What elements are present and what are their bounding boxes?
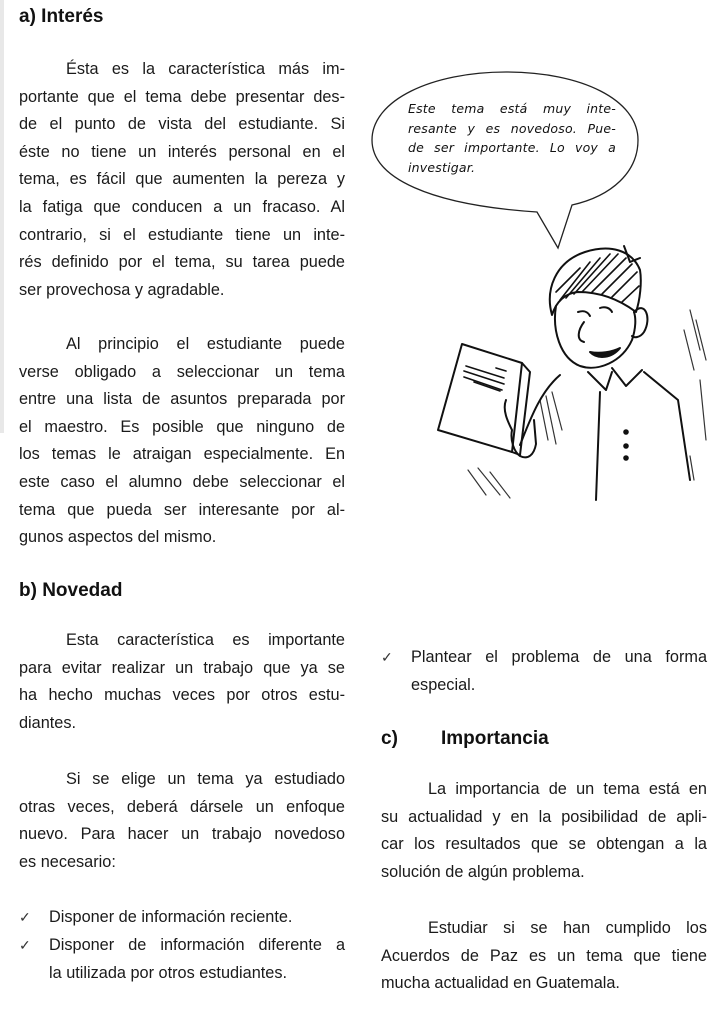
- text-line: diantes.: [19, 713, 77, 732]
- text-line: solución de algún problema.: [381, 862, 585, 881]
- text-line: la utilizada por otros estudiantes.: [49, 963, 288, 982]
- text-line: este caso el alumno debe seleccionar el: [19, 472, 345, 491]
- text-line: car los resultados que se obtengan a la: [381, 835, 707, 854]
- bubble-line: de ser importante. Lo voy a: [408, 140, 616, 155]
- paper: [438, 344, 522, 452]
- text-line: Acuerdos de Paz es un tema que tiene: [381, 946, 707, 965]
- text-line: gunos aspectos del mismo.: [19, 528, 217, 547]
- text-line: nuevo. Para hacer un trabajo novedoso: [19, 825, 345, 844]
- text-line: éste no tiene un interés personal en el: [19, 142, 345, 161]
- text-line: Disponer de información diferente a: [49, 936, 345, 954]
- section-c-paragraph-2: [381, 915, 707, 998]
- text-line: especial.: [411, 675, 476, 694]
- text-line: La importancia de un tema está en: [428, 780, 707, 798]
- text-line: mucha actualidad en Guatemala.: [381, 974, 620, 993]
- text-line: verse obligado a seleccionar un tema: [19, 362, 345, 381]
- section-c-title: Importancia: [441, 728, 549, 749]
- checklist-item: [381, 644, 707, 700]
- text-line: el maestro. Es posible que ninguno de: [19, 417, 345, 436]
- text-line: contrario, si el estudiante tiene un inte-: [19, 225, 345, 244]
- text-line: ser provechosa y agradable.: [19, 280, 225, 299]
- text-line: Disponer de información reciente.: [49, 908, 293, 926]
- bubble-line: investigar.: [408, 159, 476, 175]
- text-line: Ésta es la característica más im-: [66, 60, 345, 78]
- text-line: Al principio el estudiante puede: [66, 335, 345, 353]
- section-a-heading: a) Interés: [19, 6, 104, 27]
- text-line: para evitar realizar un trabajo que ya se: [19, 658, 345, 677]
- text-line: rés definido por el tema, su tarea puede: [19, 253, 345, 272]
- bubble-line: resante y es novedoso. Pue-: [408, 120, 616, 136]
- text-line: Estudiar si se han cumplido los: [428, 919, 707, 937]
- section-c-heading: [381, 727, 549, 751]
- student-figure: [438, 246, 706, 500]
- section-b-paragraph-2: [19, 766, 345, 876]
- text-line: otras veces, deberá dársele un enfoque: [19, 797, 345, 816]
- text-line: los temas le atraigan especialmente. En: [19, 445, 345, 464]
- section-c-letter: c): [381, 728, 398, 749]
- text-line: Esta característica es importante: [66, 631, 345, 649]
- text-line: Si se elige un tema ya estudiado: [66, 770, 345, 788]
- text-line: tema que pueda ser interesante por al-: [19, 500, 345, 519]
- bubble-line: Este tema está muy inte-: [408, 101, 616, 116]
- text-line: portante que el tema debe presentar des-: [19, 87, 345, 106]
- face: [555, 306, 635, 368]
- check-icon: ✓: [19, 909, 31, 925]
- text-line: la fatiga que conducen a un fracaso. Al: [19, 197, 345, 216]
- text-line: su actualidad y en la posibilidad de apli-: [381, 807, 707, 826]
- section-b-heading: b) Novedad: [19, 580, 123, 601]
- text-line: tema, es fácil que aumenten la pereza y: [19, 170, 345, 189]
- section-b-paragraph-1: [19, 627, 345, 737]
- check-icon: ✓: [19, 937, 31, 953]
- text-line: ha hecho muchas veces por otros estu-: [19, 686, 345, 705]
- text-line: de el punto de vista del estudiante. Si: [19, 115, 345, 134]
- text-line: Plantear el problema de una forma: [411, 648, 707, 666]
- speech-bubble-text: [408, 99, 616, 177]
- section-c-paragraph-1: [381, 776, 707, 886]
- checklist-item: [19, 932, 345, 988]
- text-line: es necesario:: [19, 852, 116, 871]
- text-line: entre una lista de asuntos preparada por: [19, 390, 345, 409]
- checklist-item: [19, 904, 345, 932]
- check-icon: ✓: [381, 649, 393, 665]
